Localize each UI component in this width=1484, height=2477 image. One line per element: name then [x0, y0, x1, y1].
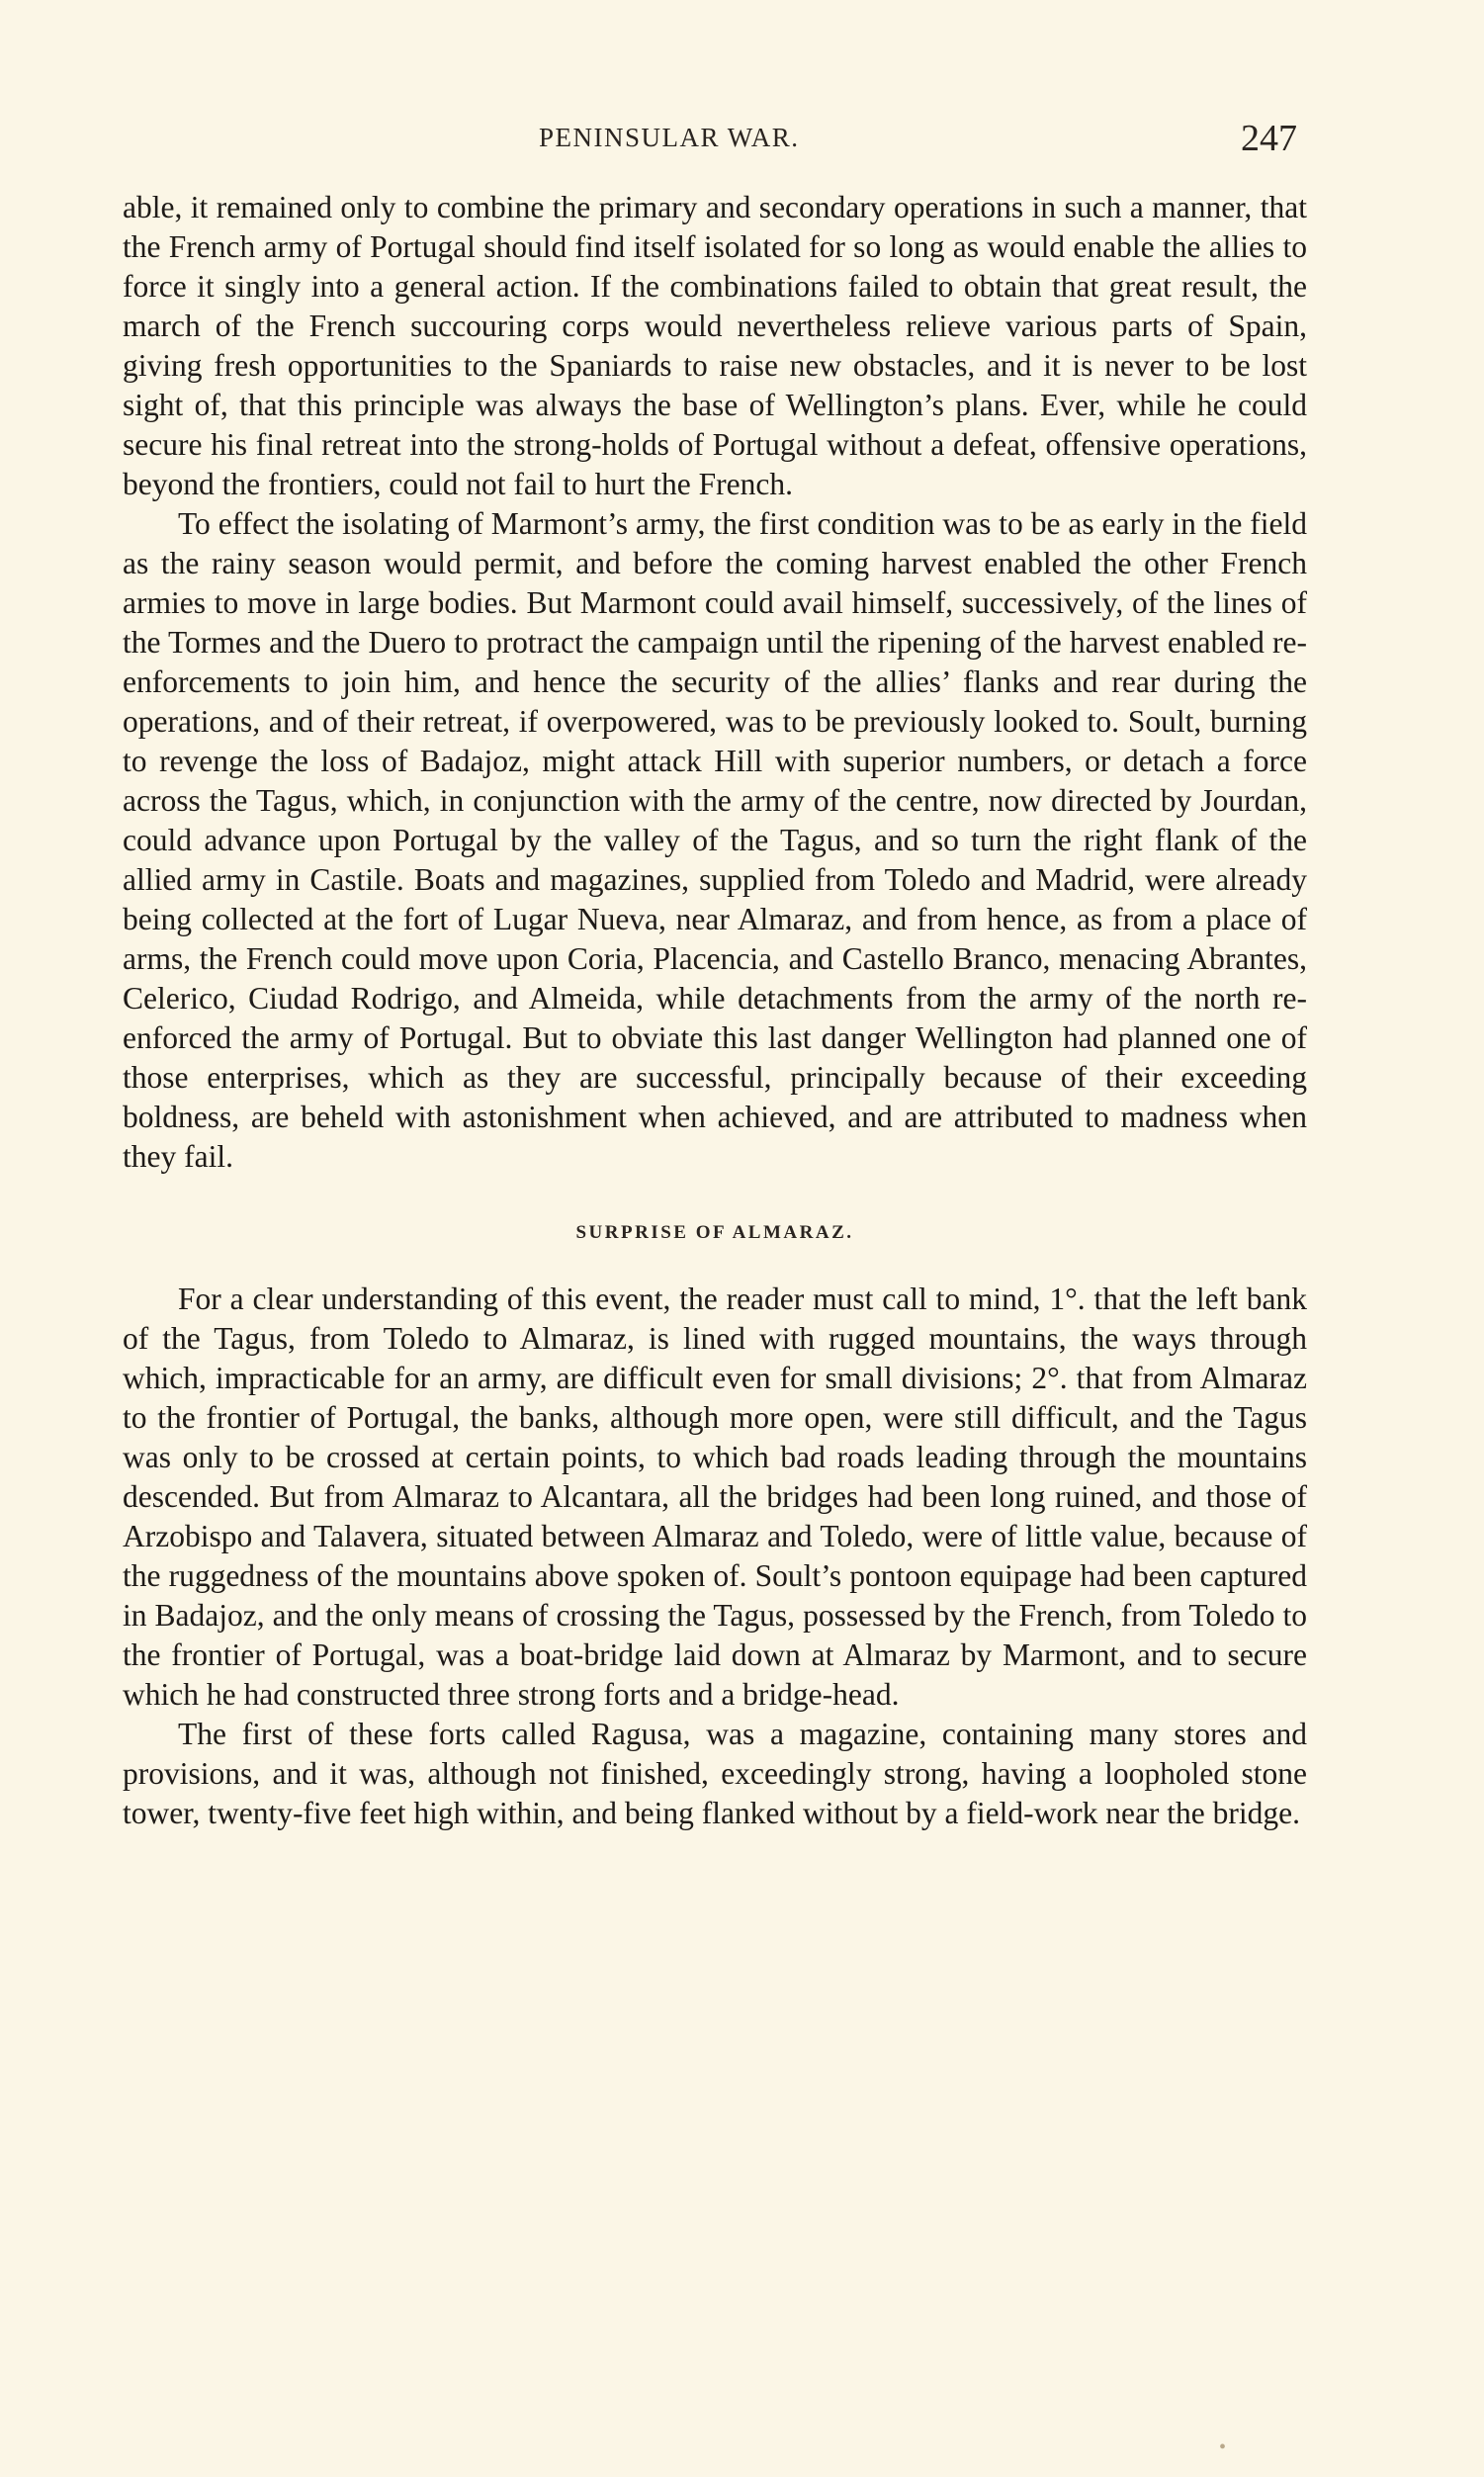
page-number: 247 — [1241, 118, 1297, 159]
running-title: PENINSULAR WAR. — [539, 123, 800, 152]
paragraph-clear-understanding: For a clear understanding of this event, the reader must call to mind, 1°. that the left bank of the Tagus, from Toledo to Almaraz, is lined with rugged mountains, the ways through which, impracticable for an army, are difficult even for small divisions; 2°. that from Almaraz to the frontier of Portugal, the banks, although more open, were still difficult, and the Tagus was only to be crossed at certain points, to which bad roads leading through the mountains descended. But from Almaraz to Alcantara, all the bridges had been long ruined, and those of Arzobispo and Talavera, situated between Almaraz and Toledo, were of little value, because of the ruggedness of the mountains above spoken of. Soult’s pontoon equipage had been captured in Badajoz, and the only means of crossing the Tagus, possessed by the French, from Toledo to the frontier of Portugal, was a boat-bridge laid down at Almaraz by Marmont, and to secure which he had constructed three strong forts and a bridge-head. — [123, 1282, 1307, 1712]
page-body — [123, 188, 1307, 1833]
paragraph-isolating-marmont: To effect the isolating of Marmont’s army, the first condition was to be as early in the field as the rainy season would permit, and before the coming harvest enabled the other French armies to move in large bodies. But Marmont could avail himself, successively, of the lines of the Tormes and the Duero to protract the campaign until the ripening of the harvest enabled re-enforcements to join him, and hence the security of the allies’ flanks and rear during the operations, and of their retreat, if overpowered, was to be previously looked to. Soult, burning to revenge the loss of Badajoz, might attack Hill with superior numbers, or detach a force across the Tagus, which, in conjunction with the army of the centre, now directed by Jourdan, could advance upon Portugal by the valley of the Tagus, and so turn the right flank of the allied army in Castile. Boats and magazines, supplied from Toledo and Madrid, were already being collected at the fort of Lugar Nueva, near Almaraz, and from hence, as from a place of arms, the French could move upon Coria, Placencia, and Castello Branco, menacing Abrantes, Celerico, Ciudad Rodrigo, and Almeida, while detachments from the army of the north re-enforced the army of Portugal. But to obviate this last danger Wellington had planned one of those enterprises, which as they are successful, principally because of their exceeding boldness, are beheld with astonishment when achieved, and are attributed to madness when they fail. — [123, 506, 1307, 1174]
paragraph-fort-ragusa: The first of these forts called Ragusa, was a magazine, containing many stores and provisions, and it was, although not finished, exceedingly strong, having a loopholed stone tower, twenty-five feet high within, and being flanked without by a field-work near the bridge. — [123, 1717, 1307, 1830]
section-heading: SURPRISE OF ALMARAZ. — [575, 1222, 854, 1243]
running-head — [0, 117, 1484, 159]
paragraph-continuation: able, it remained only to combine the primary and secondary operations in such a manner, that the French army of Portugal should find itself isolated for so long as would enable the allies to force it singly into a general action. If the combinations failed to obtain that great result, the march of the French succouring corps would nevertheless relieve various parts of Spain, giving fresh opportunities to the Spaniards to raise new obstacles, and it is never to be lost sight of, that this principle was always the base of Wellington’s plans. Ever, while he could secure his final retreat into the strong-holds of Portugal without a defeat, offensive operations, beyond the frontiers, could not fail to hurt the French. — [123, 190, 1307, 501]
stray-ink-mark: • — [1219, 2436, 1227, 2458]
